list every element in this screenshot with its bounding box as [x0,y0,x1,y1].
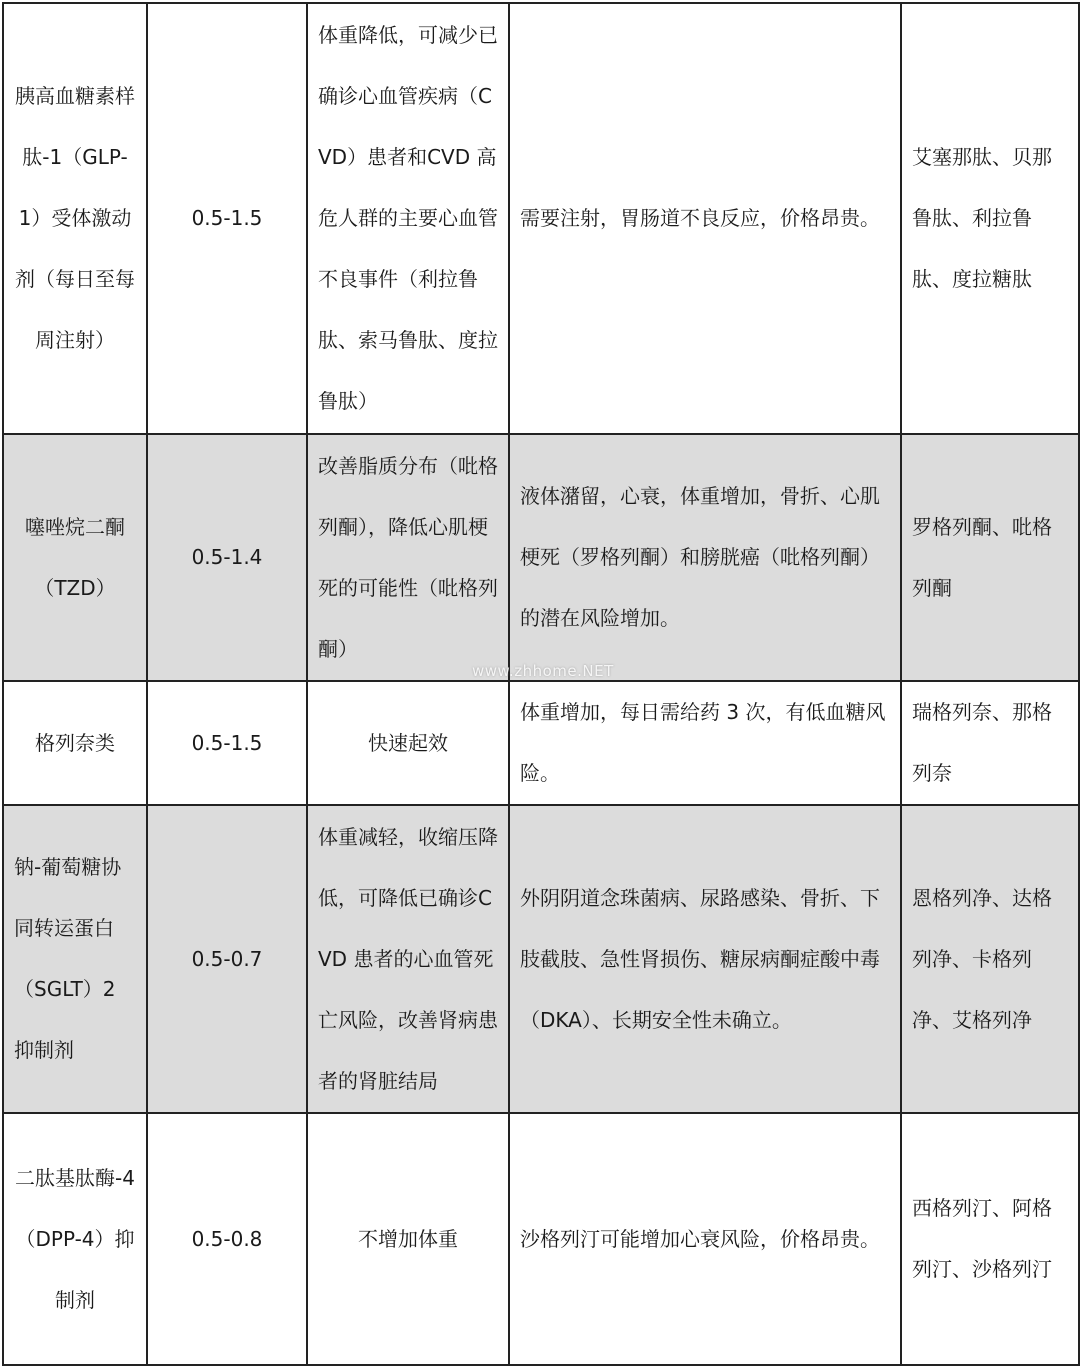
hba1c-range-cell: 0.5-1.4 [147,434,307,681]
table-row [3,434,1079,681]
hba1c-range-cell: 0.5-0.7 [147,805,307,1113]
drug-examples-cell: 艾塞那肽、贝那鲁肽、利拉鲁肽、度拉糖肽 [901,3,1079,434]
drug-comparison-table [2,2,1080,1366]
benefit-cell: 快速起效 [307,681,509,805]
drug-class-cell: 格列奈类 [3,681,147,805]
drug-examples-cell: 西格列汀、阿格列汀、沙格列汀 [901,1113,1079,1365]
drug-class-cell: 钠-葡萄糖协同转运蛋白（SGLT）2 抑制剂 [3,805,147,1113]
table-row [3,681,1079,805]
benefit-cell: 不增加体重 [307,1113,509,1365]
benefit-cell: 体重减轻，收缩压降低，可降低已确诊CVD 患者的心血管死亡风险，改善肾病患者的肾脏结局 [307,805,509,1113]
drug-examples-cell: 瑞格列奈、那格列奈 [901,681,1079,805]
drug-examples-cell: 罗格列酮、吡格列酮 [901,434,1079,681]
watermark-text: www.zhhome.NET [472,662,614,680]
risk-cell: 液体潴留，心衰，体重增加，骨折、心肌梗死（罗格列酮）和膀胱癌（吡格列酮）的潜在风险增加。 [509,434,901,681]
benefit-cell: 改善脂质分布（吡格列酮），降低心肌梗死的可能性（吡格列酮） [307,434,509,681]
risk-cell: 需要注射，胃肠道不良反应，价格昂贵。 [509,3,901,434]
hba1c-range-cell: 0.5-1.5 [147,3,307,434]
drug-examples-cell: 恩格列净、达格列净、卡格列净、艾格列净 [901,805,1079,1113]
hba1c-range-cell: 0.5-0.8 [147,1113,307,1365]
table-row [3,805,1079,1113]
benefit-cell: 体重降低，可减少已确诊心血管疾病（CVD）患者和CVD 高危人群的主要心血管不良事件（利拉鲁肽、索马鲁肽、度拉鲁肽） [307,3,509,434]
risk-cell: 沙格列汀可能增加心衰风险，价格昂贵。 [509,1113,901,1365]
drug-class-cell: 胰高血糖素样肽-1（GLP-1）受体激动剂（每日至每周注射） [3,3,147,434]
drug-class-cell: 二肽基肽酶-4（DPP-4）抑制剂 [3,1113,147,1365]
table-row [3,3,1079,434]
table-row [3,1113,1079,1365]
drug-class-cell: 噻唑烷二酮（TZD） [3,434,147,681]
hba1c-range-cell: 0.5-1.5 [147,681,307,805]
risk-cell: 体重增加，每日需给药 3 次，有低血糖风险。 [509,681,901,805]
risk-cell: 外阴阴道念珠菌病、尿路感染、骨折、下肢截肢、急性肾损伤、糖尿病酮症酸中毒（DKA）、长期安全性未确立。 [509,805,901,1113]
